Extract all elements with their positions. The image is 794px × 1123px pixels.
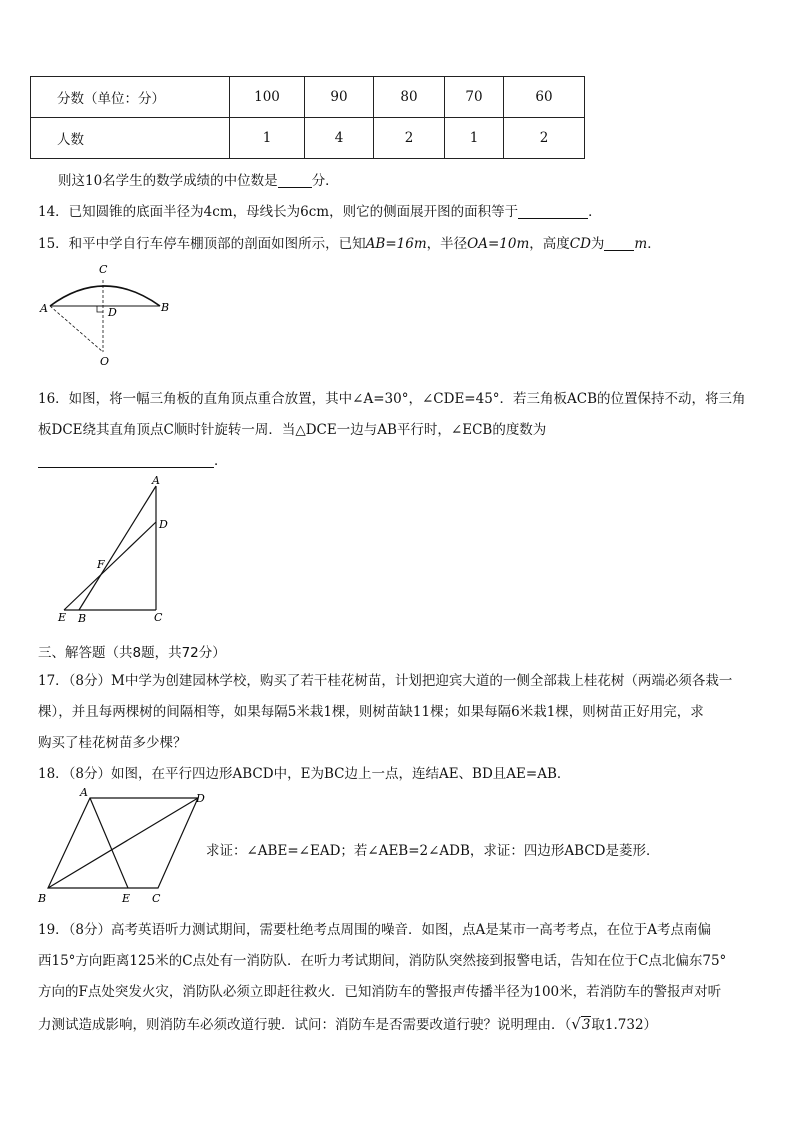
table-cell: 100 xyxy=(230,77,305,118)
answer-blank xyxy=(518,205,588,220)
q15-cd: CD xyxy=(569,236,591,252)
table-header-label: 分数（单位：分） xyxy=(31,77,230,118)
question-18-line-1: 18．（8分）如图，在平行四边形ABCD中，E为BC边上一点，连结AE、BD且AE=AB． xyxy=(38,766,571,782)
q15-text: 15．和平中学自行车停车棚顶部的剖面如图所示，已知 xyxy=(38,236,366,252)
sqrt-radicand: 3 xyxy=(581,1017,591,1033)
question-19-line-3: 方向的F点处突发火灾，消防队必须立即赶往救火．已知消防车的警报声传播半径为100米，若消防车的警报声对听 xyxy=(38,984,722,1000)
question-18-proof: 求证：∠ABE=∠EAD；若∠AEB=2∠ADB，求证：四边形ABCD是菱形． xyxy=(206,843,660,859)
label-f: F xyxy=(97,558,105,571)
score-table xyxy=(30,76,585,159)
table-cell: 90 xyxy=(305,77,374,118)
q14-text-end: ． xyxy=(588,204,602,220)
section-heading: 三、解答题（共8题，共72分） xyxy=(38,645,226,661)
label-c: C xyxy=(152,892,161,905)
answer-blank xyxy=(278,174,312,189)
table-count-label: 人数 xyxy=(31,118,230,159)
table-cell: 60 xyxy=(504,77,585,118)
question-16-line-2: 板DCE绕其直角顶点C顺时针旋转一周．当△DCE一边与AB平行时，∠ECB的度数为 xyxy=(38,422,547,438)
question-17-line-2: 棵），并且每两棵树的间隔相等，如果每隔5米栽1棵，则树苗缺11棵；如果每隔6米栽1棵，则树苗正好用完，求 xyxy=(38,704,704,720)
line-bd xyxy=(48,798,198,888)
label-a: A xyxy=(152,474,160,487)
answer-blank xyxy=(38,454,214,469)
q19-text-end: 取1.732） xyxy=(591,1017,658,1033)
parallelogram-figure xyxy=(34,784,214,906)
right-angle-mark xyxy=(97,306,103,312)
label-b: B xyxy=(161,301,170,314)
label-e: E xyxy=(58,611,67,624)
line-ab xyxy=(79,486,156,610)
q15-oa: OA=10m xyxy=(467,236,530,252)
q15-text-end: ． xyxy=(647,236,661,252)
label-b: B xyxy=(78,612,87,625)
q14-text: 14．已知圆锥的底面半径为4cm，母线长为6cm，则它的侧面展开图的面积等于 xyxy=(38,204,519,220)
table-row xyxy=(31,118,585,159)
question-17-line-3: 购买了桂花树苗多少棵？ xyxy=(38,735,187,751)
label-d: D xyxy=(159,518,168,531)
table-cell: 2 xyxy=(504,118,585,159)
label-o: O xyxy=(100,355,110,368)
table-cell: 80 xyxy=(374,77,445,118)
triangle-rotation-figure xyxy=(50,474,180,628)
label-a: A xyxy=(80,786,88,799)
q15-text: ，半径 xyxy=(426,236,468,252)
question-16-line-1: 16．如图，将一幅三角板的直角顶点重合放置，其中∠A=30°，∠CDE=45°．若三角板ACB的位置保持不动，将三角 xyxy=(38,391,746,407)
line-ao xyxy=(50,306,103,352)
table-row xyxy=(31,77,585,118)
question-19-line-2: 西15°方向距离125米的C点处有一消防队．在听力考试期间，消防队突然接到报警电话，告知在位于C点北偏东75° xyxy=(38,953,727,969)
q15-unit: m xyxy=(634,236,648,252)
question-19-line-4 xyxy=(38,1013,657,1033)
q15-text: 为 xyxy=(590,236,605,252)
line-de xyxy=(64,522,156,610)
q15-ab: AB=16m xyxy=(365,236,427,252)
q19-text: 力测试造成影响，则消防车必须改道行驶．试问：消防车是否需要改道行驶？说明理由．（ xyxy=(38,1017,572,1033)
sqrt-symbol: √ xyxy=(571,1015,581,1033)
arc xyxy=(50,286,160,306)
q13-text-end: 分． xyxy=(311,173,339,189)
question-16-answer xyxy=(38,449,228,469)
table-cell: 2 xyxy=(374,118,445,159)
q13-text: 则这10名学生的数学成绩的中位数是 xyxy=(58,173,278,189)
table-cell: 1 xyxy=(230,118,305,159)
question-19-line-1: 19．（8分）高考英语听力测试期间，需要杜绝考点周围的噪音．如图，点A是某市一高考考点，在位于A考点南偏 xyxy=(38,922,712,938)
label-c: C xyxy=(99,263,108,276)
question-15 xyxy=(38,232,661,252)
label-d: D xyxy=(108,306,117,319)
arc-cross-section-figure xyxy=(36,262,176,370)
label-b: B xyxy=(38,892,47,905)
table-cell: 1 xyxy=(445,118,504,159)
table-cell: 4 xyxy=(305,118,374,159)
q15-text: ，高度 xyxy=(529,236,570,252)
question-17-line-1: 17．（8分）M中学为创建园林学校，购买了若干桂花树苗，计划把迎宾大道的一侧全部栽上桂花树（两端必须各栽一 xyxy=(38,673,733,689)
label-a: A xyxy=(40,302,48,315)
label-c: C xyxy=(154,611,163,624)
answer-blank xyxy=(604,237,634,252)
q13-median-line xyxy=(58,169,339,189)
table-cell: 70 xyxy=(445,77,504,118)
label-d: D xyxy=(196,792,205,805)
q16-text-end: ． xyxy=(214,453,228,469)
question-14 xyxy=(38,200,602,220)
label-e: E xyxy=(122,892,131,905)
